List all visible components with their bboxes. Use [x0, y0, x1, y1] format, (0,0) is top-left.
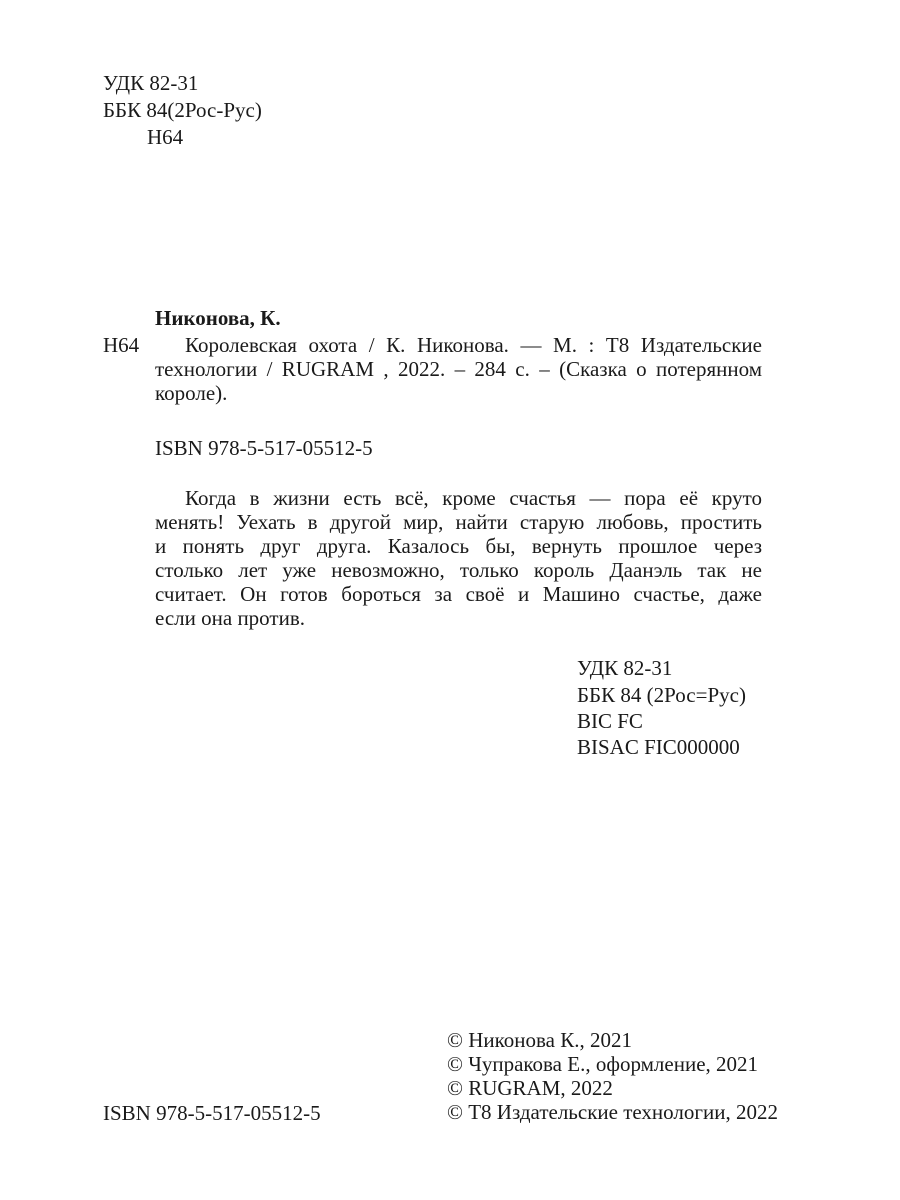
top-bbk: ББК 84(2Рос-Рус) — [103, 98, 262, 122]
abstract-line: если она против. — [155, 606, 305, 630]
class-bisac: BISAC FIC000000 — [577, 735, 740, 759]
abstract-line: столько лет уже невозможно, только король Даанэль так не — [155, 558, 762, 582]
abstract — [155, 486, 762, 630]
catalog-isbn: ISBN 978-5-517-05512-5 — [155, 436, 373, 460]
copyright-line: © Никонова К., 2021 — [447, 1028, 632, 1052]
description-line: короле). — [155, 381, 228, 405]
top-author-mark: Н64 — [147, 125, 184, 149]
copyright-line: © RUGRAM, 2022 — [447, 1076, 613, 1100]
description-line: технологии / RUGRAM , 2022. – 284 с. – (Сказка о потерянном — [155, 357, 762, 381]
copyright-line: © Т8 Издательские технологии, 2022 — [447, 1100, 778, 1124]
catalog-mark: Н64 — [103, 333, 140, 357]
abstract-line: считает. Он готов бороться за своё и Машино счастье, даже — [155, 582, 762, 606]
bottom-isbn: ISBN 978-5-517-05512-5 — [103, 1101, 321, 1125]
abstract-line: и понять друг друга. Казалось бы, вернуть прошлое через — [155, 534, 762, 558]
class-udk: УДК 82-31 — [577, 656, 673, 680]
top-udk: УДК 82-31 — [103, 71, 199, 95]
class-bbk: ББК 84 (2Рос=Рус) — [577, 683, 746, 707]
author-heading: Никонова, К. — [155, 306, 281, 330]
catalog-description — [155, 333, 762, 405]
copyright-line: © Чупракова Е., оформление, 2021 — [447, 1052, 759, 1076]
description-line: Королевская охота / К. Никонова. — М. : Т8 Издательские — [185, 333, 762, 357]
class-bic: BIC FC — [577, 709, 643, 733]
abstract-line: менять! Уехать в другой мир, найти старую любовь, простить — [155, 510, 762, 534]
abstract-line: Когда в жизни есть всё, кроме счастья — пора её круто — [185, 486, 762, 510]
